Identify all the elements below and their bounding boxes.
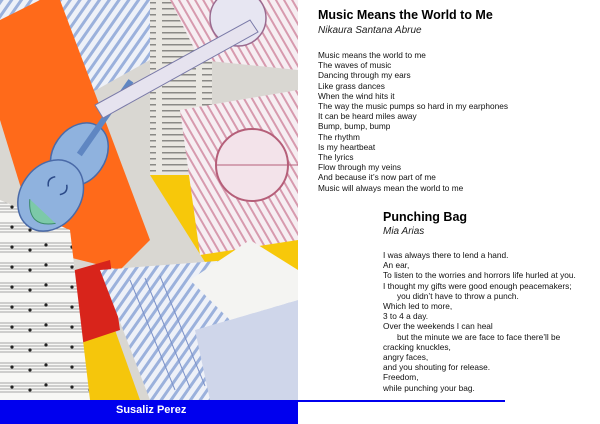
collage-artwork: [0, 0, 298, 400]
poem-line: Music will always mean the world to me: [318, 182, 464, 193]
poem-line: Freedom,: [383, 372, 419, 383]
poem-line: And because it’s now part of me: [318, 172, 436, 183]
poem-line: you didn’t have to throw a punch.: [397, 290, 519, 301]
poem-line: The lyrics: [318, 152, 354, 163]
violin-collage-image: [0, 0, 298, 400]
poem-line: Over the weekends I can heal: [383, 321, 493, 332]
poem-line: I thought my gifts were good enough peacemakers;: [383, 280, 572, 291]
poem-line: Dancing through my ears: [318, 70, 411, 81]
poem-line: Is my heartbeat: [318, 141, 376, 152]
poem-line: while punching your bag.: [383, 382, 475, 393]
poem-title: Punching Bag: [383, 210, 468, 224]
poem-line: but the minute we are face to face there’ll be: [397, 331, 561, 342]
poem-line: Music means the world to me: [318, 50, 426, 60]
poem-line: Bump, bump, bump: [318, 121, 391, 132]
poem-line: 3 to 4 a day.: [383, 311, 429, 322]
poem-line: The rhythm: [318, 131, 360, 142]
poem-line: Which led to more,: [383, 301, 453, 312]
poem-line: Like grass dances: [318, 80, 385, 91]
poem-line: angry faces,: [383, 352, 429, 363]
poem-line: I was always there to lend a hand.: [383, 250, 509, 260]
poem-line: The waves of music: [318, 60, 392, 71]
poem-body: [383, 250, 576, 393]
artist-credit-bar: [0, 400, 298, 424]
poem-line: The way the music pumps so hard in my earphones: [318, 101, 508, 112]
poem-line: Flow through my veins: [318, 162, 402, 173]
poem-author: Nikaura Santana Abrue: [318, 25, 422, 36]
poem-line: To listen to the worries and horrors life hurled at you.: [383, 270, 576, 281]
poem-title: Music Means the World to Me: [318, 8, 493, 22]
poem-line: cracking knuckles,: [383, 341, 451, 352]
artist-name: Susaliz Perez: [116, 404, 187, 416]
blue-divider-rule: [298, 400, 505, 402]
poem-line: When the wind hits it: [318, 90, 395, 101]
poem-line: and you shouting for release.: [383, 362, 491, 373]
poem-line: An ear,: [383, 260, 410, 271]
poem-body: [318, 50, 508, 193]
poem-line: It can be heard miles away: [318, 111, 417, 122]
poem-author: Mia Arias: [383, 226, 425, 237]
